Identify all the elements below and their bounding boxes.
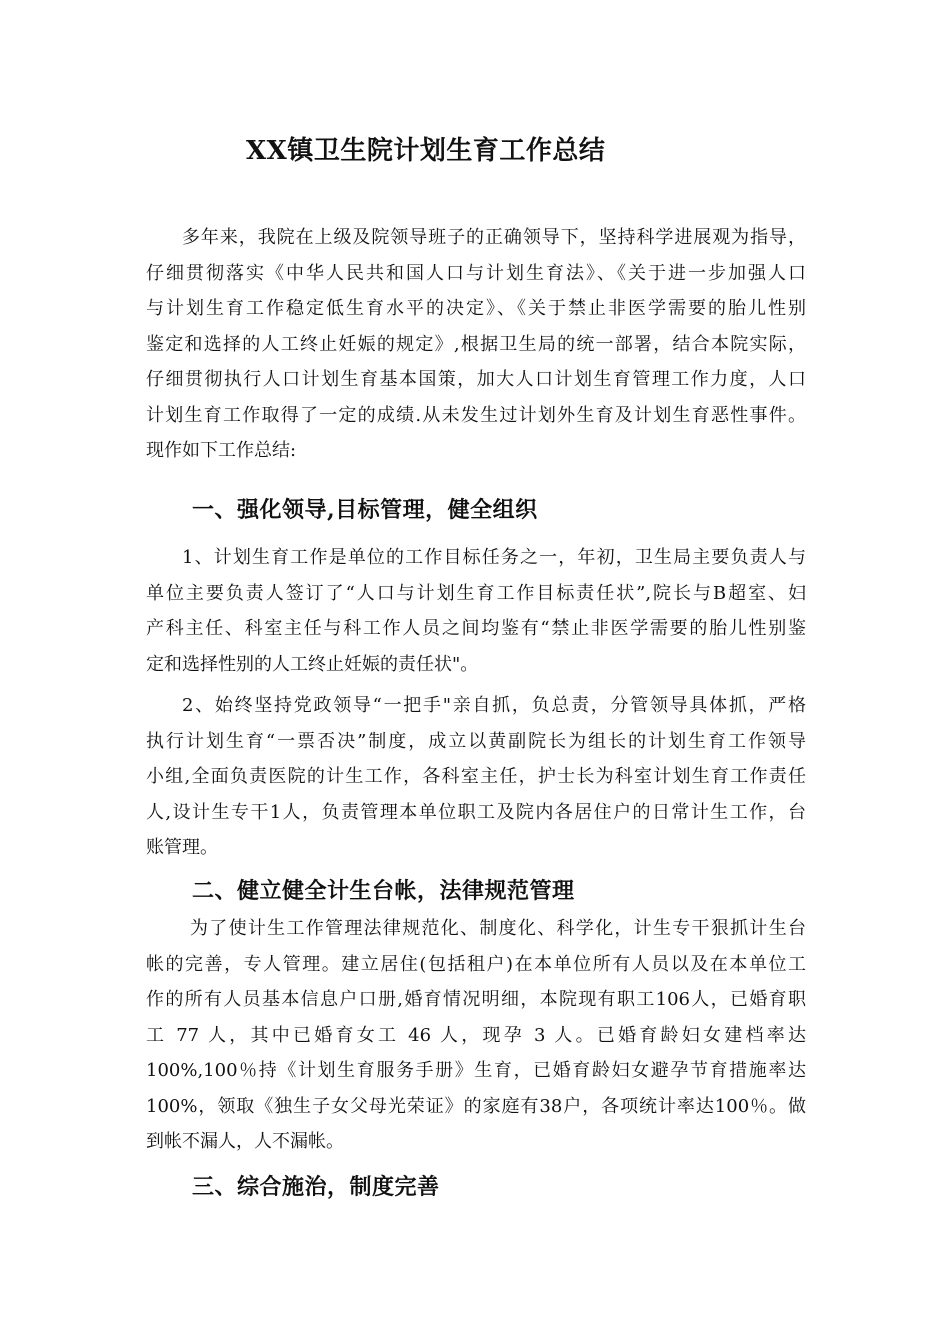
text-line: 鉴定和选择的人工终止妊娠的规定》,根据卫生局的统一部署，结合本院实际， [146, 333, 806, 355]
text-line: 账管理。 [146, 837, 218, 858]
section-heading-3: 三、综合施治，制度完善 [192, 1174, 440, 1200]
text-line: 与计划生育工作稳定低生育水平的决定》、《关于禁止非医学需要的胎儿性别 [146, 298, 806, 319]
section2-paragraph [146, 911, 816, 1160]
text-line: 现作如下工作总结: [146, 440, 297, 461]
text-line: 100%，领取《独生子女父母光荣证》的家庭有38户，各项统计率达100％。做 [146, 1095, 806, 1117]
text-line: 仔细贯彻落实《中华人民共和国人口与计划生育法》、《关于进一步加强人口 [146, 262, 806, 284]
text-line: 仔细贯彻执行人口计划生育基本国策，加大人口计划生育管理工作力度，人口 [146, 369, 806, 390]
text-line: 工 77 人，其中已婚育女工 46 人，现孕 3 人。已婚育龄妇女建档率达 [146, 1024, 806, 1046]
text-line: 到帐不漏人，人不漏帐。 [146, 1131, 344, 1152]
text-line: 单位主要负责人签订了“人口与计划生育工作目标责任状”,院长与B超室、妇 [146, 582, 806, 604]
text-line: 100%,100％持《计划生育服务手册》生育，已婚育龄妇女避孕节育措施率达 [146, 1060, 806, 1081]
text-line: 1、计划生育工作是单位的工作目标任务之一，年初，卫生局主要负责人与 [182, 547, 806, 568]
intro-paragraph [146, 220, 816, 469]
section-heading-2: 二、健立健全计生台帐，法律规范管理 [192, 878, 575, 904]
text-line: 小组,全面负责医院的计生工作，各科室主任，护士长为科室计划生育工作责任 [146, 766, 806, 787]
text-line: 产科主任、科室主任与科工作人员之间均鉴有“禁止非医学需要的胎儿性别鉴 [146, 618, 806, 639]
text-line: 作的所有人员基本信息户口册,婚育情况明细，本院现有职工106人，已婚育职 [146, 989, 806, 1010]
section-heading-1: 一、强化领导,目标管理，健全组织 [192, 497, 538, 523]
text-line: 为了使计生工作管理法律规范化、制度化、科学化，计生专干狠抓计生台 [190, 918, 806, 939]
section1-paragraph-2 [146, 688, 816, 866]
text-line: 2、始终坚持党政领导“一把手"亲自抓，负总责，分管领导具体抓，严格 [182, 695, 806, 716]
text-line: 计划生育工作取得了一定的成绩.从未发生过计划外生育及计划生育恶性事件。 [146, 404, 806, 426]
text-line: 执行计划生育“一票否决”制度，成立以黄副院长为组长的计划生育工作领导 [146, 730, 806, 752]
document-title: XX镇卫生院计划生育工作总结 [246, 136, 606, 166]
text-line: 多年来，我院在上级及院领导班子的正确领导下，坚持科学进展观为指导， [182, 227, 806, 248]
text-line: 帐的完善，专人管理。建立居住(包括租户)在本单位所有人员以及在本单位工 [146, 953, 806, 975]
text-line: 定和选择性别的人工终止妊娠的责任状"。 [146, 653, 479, 675]
section1-paragraph-1 [146, 540, 816, 682]
text-line: 人,设计生专干1人，负责管理本单位职工及院内各居住户的日常计生工作，台 [146, 801, 806, 823]
